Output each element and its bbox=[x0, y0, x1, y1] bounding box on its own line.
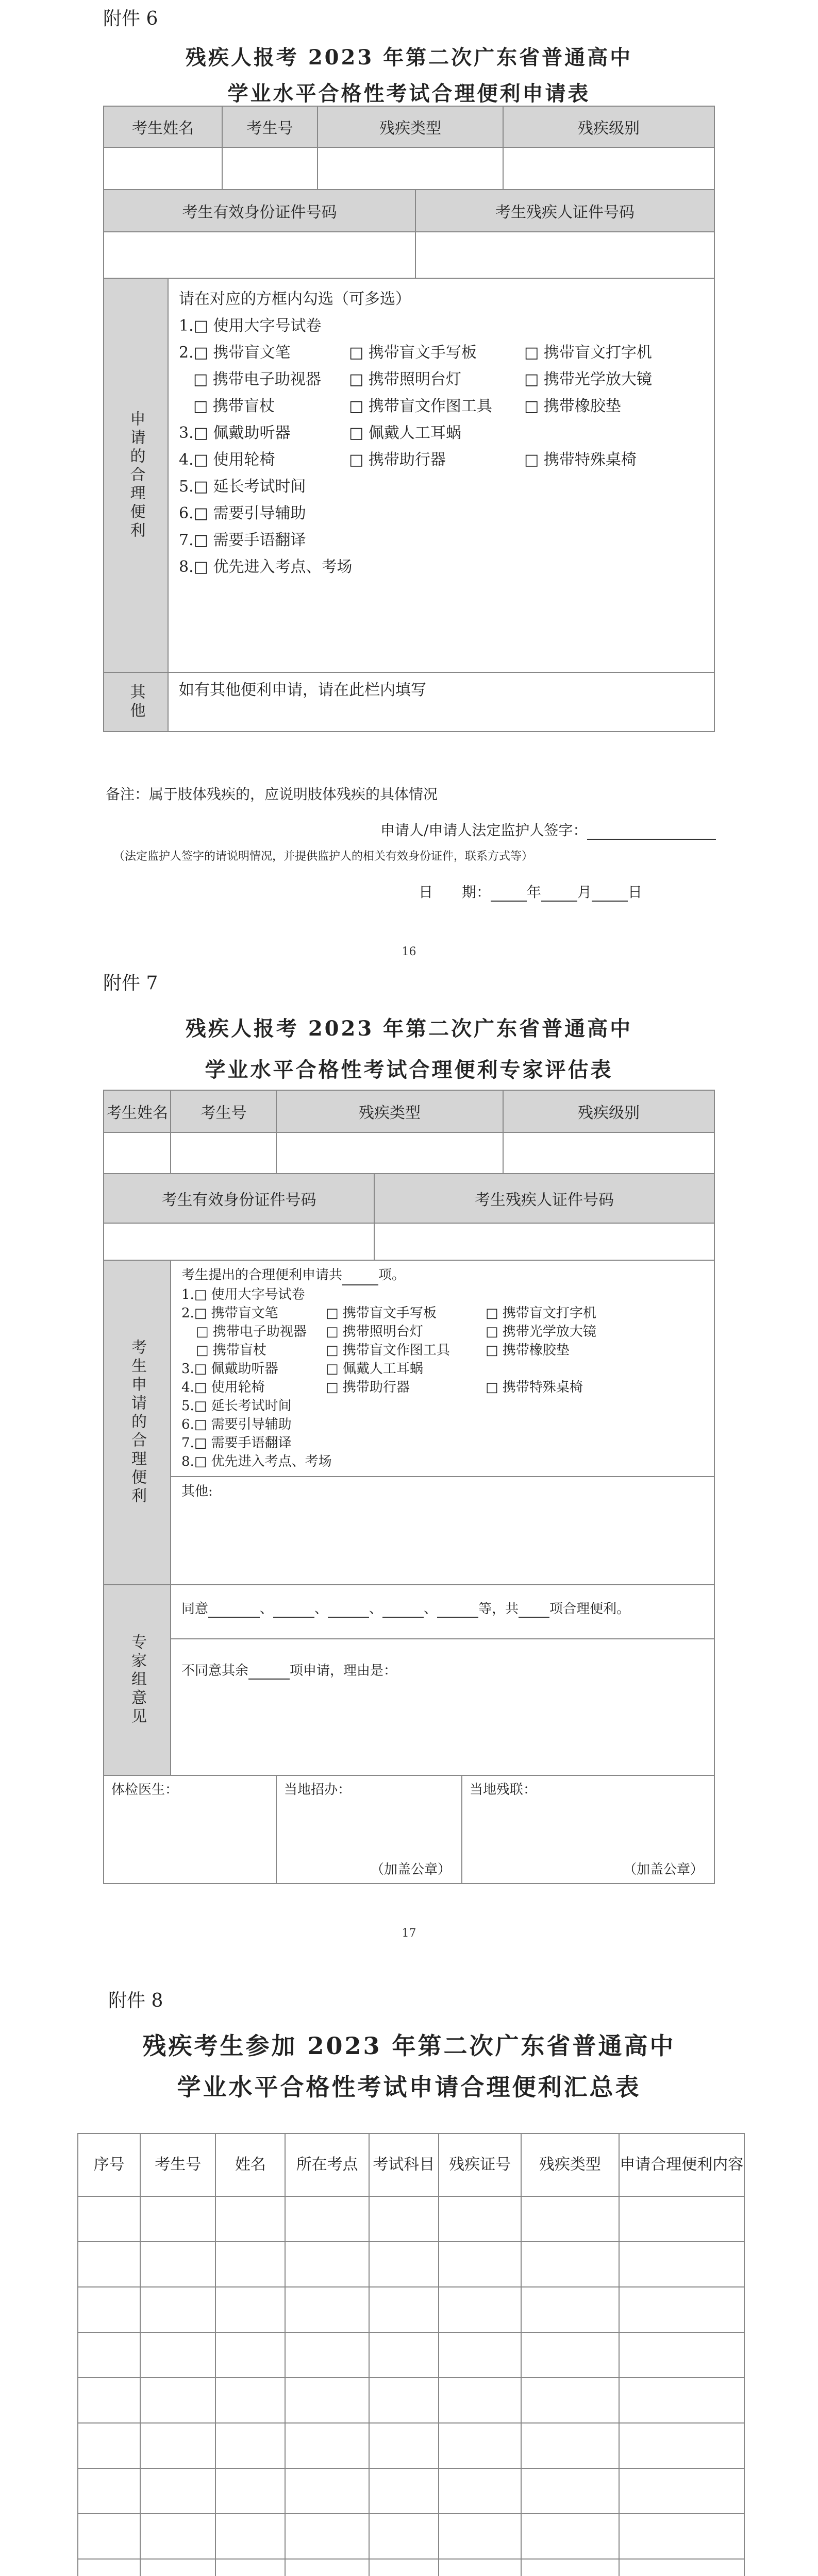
table-row[interactable] bbox=[78, 2378, 744, 2423]
disability-type-field[interactable] bbox=[318, 147, 503, 190]
annex-7-title-line2: 学业水平合格性考试合理便利专家评估表 bbox=[205, 1058, 613, 1082]
annex-7-label: 附件 7 bbox=[103, 973, 158, 994]
page-number-16: 16 bbox=[402, 945, 416, 958]
col-exam-no: 考生号 bbox=[140, 2133, 215, 2196]
hdr-name: 考生姓名 bbox=[104, 106, 222, 147]
options-list bbox=[169, 279, 714, 588]
option-1[interactable]: 1.□ 使用大字号试卷 bbox=[179, 317, 322, 335]
eval-id-field[interactable] bbox=[104, 1223, 374, 1260]
eval-type-field[interactable] bbox=[276, 1132, 503, 1174]
table-row[interactable] bbox=[78, 2514, 744, 2559]
disagree-row[interactable]: 不同意其余 项申请，理由是： bbox=[171, 1638, 714, 1680]
annex-6-label: 附件 6 bbox=[103, 8, 158, 29]
signature-note: （法定监护人签字的请说明情况，并提供监护人的相关有效身份证件，联系方式等） bbox=[113, 850, 533, 863]
admissions-sig[interactable]: 当地招办： （加盖公章） bbox=[276, 1775, 462, 1884]
col-index: 序号 bbox=[78, 2133, 140, 2196]
other-text: 如有其他便利申请，请在此栏内填写 bbox=[179, 681, 426, 699]
table-row[interactable] bbox=[78, 2423, 744, 2468]
option-8[interactable]: 8.□ 优先进入考点、考场 bbox=[179, 558, 353, 576]
eval-hdr-type: 残疾类型 bbox=[276, 1090, 503, 1132]
hdr-exam-no: 考生号 bbox=[222, 106, 318, 147]
agree-row[interactable]: 同意 、 、 、 、 等，共 项合理便利。 bbox=[181, 1601, 630, 1617]
option-2f[interactable]: □ 携带光学放大镜 bbox=[524, 370, 652, 388]
eval-option-1: 1.□ 使用大字号试卷 bbox=[181, 1287, 305, 1302]
hdr-disability-level: 残疾级别 bbox=[503, 106, 714, 147]
option-7[interactable]: 7.□ 需要手语翻译 bbox=[179, 531, 306, 549]
option-3a[interactable]: 3.□ 佩戴助听器 bbox=[179, 424, 291, 442]
eval-name-field[interactable] bbox=[104, 1132, 171, 1174]
doctor-sig[interactable]: 体检医生： bbox=[104, 1775, 276, 1884]
apply-label: 申请的合理便利 bbox=[127, 410, 145, 540]
instruction: 请在对应的方框内勾选（可多选） bbox=[179, 290, 411, 308]
eval-other[interactable]: 其他: bbox=[171, 1476, 714, 1501]
table-row[interactable] bbox=[78, 2468, 744, 2514]
hdr-id-number: 考生有效身份证件号码 bbox=[104, 190, 415, 232]
option-2i[interactable]: □ 携带橡胶垫 bbox=[524, 397, 621, 415]
col-subject: 考试科目 bbox=[369, 2133, 439, 2196]
eval-cert-field[interactable] bbox=[374, 1223, 714, 1260]
eval-exam-no-field[interactable] bbox=[171, 1132, 276, 1174]
eval-hdr-id: 考生有效身份证件号码 bbox=[104, 1174, 374, 1223]
annex-8-label: 附件 8 bbox=[108, 1990, 163, 2011]
table-row[interactable] bbox=[78, 2332, 744, 2378]
count-blank[interactable] bbox=[342, 1266, 378, 1285]
option-2d[interactable]: □ 携带电子助视器 bbox=[193, 370, 321, 388]
exam-no-field[interactable] bbox=[222, 147, 318, 190]
eval-hdr-cert: 考生残疾人证件号码 bbox=[374, 1174, 714, 1223]
table-row[interactable] bbox=[78, 2242, 744, 2287]
option-2h[interactable]: □ 携带盲文作图工具 bbox=[349, 397, 492, 415]
col-site: 所在考点 bbox=[285, 2133, 369, 2196]
option-4a[interactable]: 4.□ 使用轮椅 bbox=[179, 451, 275, 469]
annex-7-title-line1: 残疾人报考 2023 年第二次广东省普通高中 bbox=[185, 1016, 633, 1041]
eval-apply-label: 考生申请的合理便利 bbox=[128, 1339, 146, 1506]
annex-6-title-line2: 学业水平合格性考试合理便利申请表 bbox=[227, 81, 591, 106]
disability-fed-sig[interactable]: 当地残联： （加盖公章） bbox=[462, 1775, 714, 1884]
option-2g[interactable]: □ 携带盲杖 bbox=[193, 397, 275, 415]
other-field[interactable] bbox=[168, 672, 714, 732]
option-3b[interactable]: □ 佩戴人工耳蜗 bbox=[349, 424, 461, 442]
id-number-field[interactable] bbox=[104, 232, 415, 278]
col-content: 申请合理便利内容 bbox=[619, 2133, 745, 2196]
summary-header-row bbox=[78, 2133, 744, 2196]
date-row: 日 期： 年 月 日 bbox=[419, 884, 643, 901]
summary-table bbox=[77, 2133, 745, 2576]
table-row[interactable] bbox=[78, 2287, 744, 2332]
note: 备注：属于肢体残疾的，应说明肢体残疾的具体情况 bbox=[106, 786, 438, 803]
hdr-disability-type: 残疾类型 bbox=[318, 106, 503, 147]
col-name: 姓名 bbox=[215, 2133, 285, 2196]
eval-level-field[interactable] bbox=[503, 1132, 714, 1174]
option-4b[interactable]: □ 携带助行器 bbox=[349, 451, 446, 469]
col-cert: 残疾证号 bbox=[439, 2133, 521, 2196]
option-4c[interactable]: □ 携带特殊桌椅 bbox=[524, 451, 637, 469]
signature-label: 申请人/申请人法定监护人签字： bbox=[380, 819, 716, 840]
eval-hdr-name: 考生姓名 bbox=[104, 1090, 171, 1132]
eval-hdr-level: 残疾级别 bbox=[503, 1090, 714, 1132]
name-field[interactable] bbox=[104, 147, 222, 190]
table-row[interactable] bbox=[78, 2559, 744, 2576]
option-6[interactable]: 6.□ 需要引导辅助 bbox=[179, 504, 306, 522]
page-number-17: 17 bbox=[402, 1927, 416, 1940]
option-2e[interactable]: □ 携带照明台灯 bbox=[349, 370, 461, 388]
disability-cert-field[interactable] bbox=[415, 232, 714, 278]
option-2b[interactable]: □ 携带盲文手写板 bbox=[349, 344, 477, 362]
disability-level-field[interactable] bbox=[503, 147, 714, 190]
table-row[interactable] bbox=[78, 2196, 744, 2242]
eval-options-list: 考生提出的合理便利申请共 项。 1.□ 使用大字号试卷 2.□ 携带盲文笔 □ 携带盲文手写板 □ 携带盲文打字机 □ 携带电子助视器 □ 携带照明台灯 □ 携带光学放大镜 □ 携带盲杖 □ 携带盲文作图工具 □ 携带橡胶垫 3.□ 佩戴助听器 □ 佩戴人工耳蜗 4.□ 使用轮椅 □ 携带助行器 □ 携带特殊桌椅 5.□ 延长考试时间 6.□ 需要引导辅助 7.□ 需要手语翻译 8.□ 优先进入考点、考场 其他: bbox=[171, 1261, 714, 1506]
hdr-disability-cert: 考生残疾人证件号码 bbox=[415, 190, 714, 232]
option-2c[interactable]: □ 携带盲文打字机 bbox=[524, 344, 652, 362]
evaluation-form bbox=[103, 1090, 715, 1884]
application-form bbox=[103, 106, 715, 732]
option-5[interactable]: 5.□ 延长考试时间 bbox=[179, 478, 306, 496]
col-type: 残疾类型 bbox=[521, 2133, 619, 2196]
eval-hdr-exam-no: 考生号 bbox=[171, 1090, 276, 1132]
annex-8-title-line1: 残疾考生参加 2023 年第二次广东省普通高中 bbox=[142, 2032, 676, 2060]
annex-6-title-line1: 残疾人报考 2023 年第二次广东省普通高中 bbox=[185, 45, 633, 70]
expert-label: 专家组意见 bbox=[128, 1634, 146, 1726]
annex-8-title-line2: 学业水平合格性考试申请合理便利汇总表 bbox=[177, 2073, 641, 2101]
signature-line[interactable] bbox=[587, 822, 716, 840]
other-label: 其他 bbox=[127, 683, 145, 721]
option-2a[interactable]: 2.□ 携带盲文笔 bbox=[179, 344, 291, 362]
